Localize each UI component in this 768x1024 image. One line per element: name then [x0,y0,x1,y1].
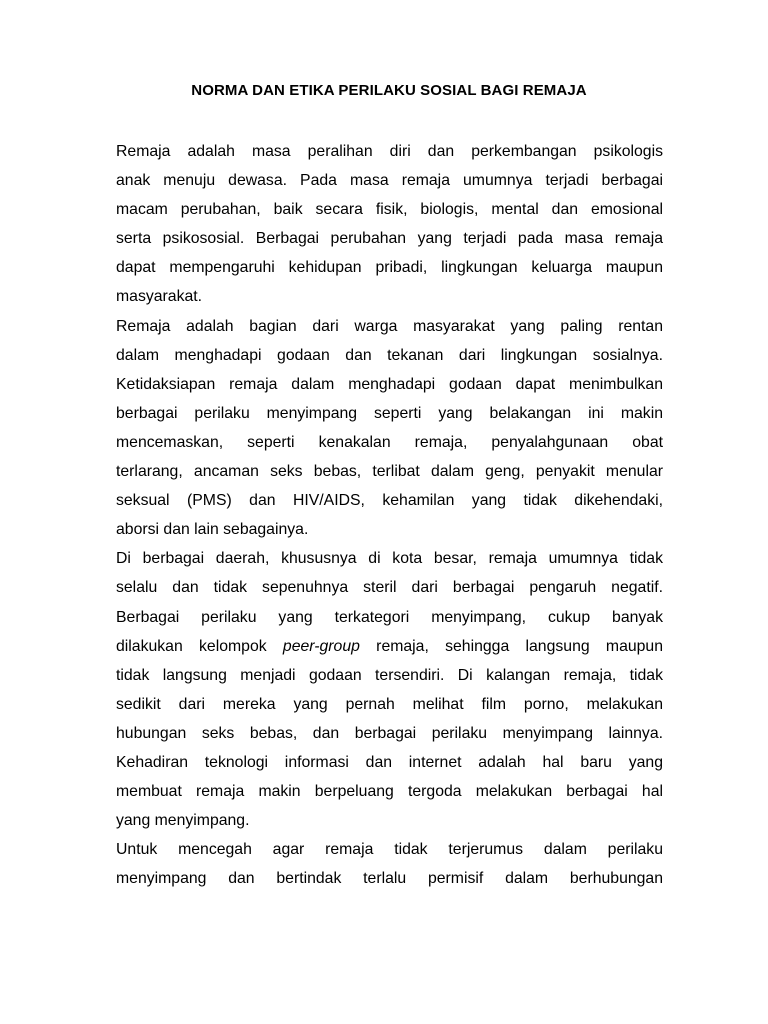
document-title: NORMA DAN ETIKA PERILAKU SOSIAL BAGI REMAJA [191,82,587,99]
body-line-with-italic [116,632,663,661]
line-text-before: dilakukan kelompok [116,637,283,655]
line-text-after: remaja, sehingga langsung maupun [359,637,663,655]
body-line: membuat remaja makin berpeluang tergoda melakukan berbagai hal [116,783,663,801]
body-line: mencemaskan, seperti kenakalan remaja, penyalahgunaan obat [116,433,663,451]
body-line: Remaja adalah bagian dari warga masyarakat yang paling rentan [116,317,663,335]
body-line: dapat mempengaruhi kehidupan pribadi, lingkungan keluarga maupun [116,259,663,277]
body-line: aborsi dan lain sebagainya. [116,521,309,539]
body-line: Kehadiran teknologi informasi dan internet adalah hal baru yang [116,753,663,771]
body-line: anak menuju dewasa. Pada masa remaja umumnya terjadi berbagai [116,172,663,190]
body-line: Untuk mencegah agar remaja tidak terjerumus dalam perilaku [116,841,663,859]
body-line: dalam menghadapi godaan dan tekanan dari lingkungan sosialnya. [116,346,663,364]
body-line: berbagai perilaku menyimpang seperti yang belakangan ini makin [116,404,663,422]
body-line: Ketidaksiapan remaja dalam menghadapi godaan dapat menimbulkan [116,375,663,393]
body-line: Berbagai perilaku yang terkategori menyimpang, cukup banyak [116,608,663,626]
body-line: Di berbagai daerah, khususnya di kota besar, remaja umumnya tidak [116,550,663,568]
italic-term: peer-group [282,637,360,655]
body-line: hubungan seks bebas, dan berbagai perilaku menyimpang lainnya. [116,724,663,742]
body-line: seksual (PMS) dan HIV/AIDS, kehamilan yang tidak dikehendaki, [116,492,663,510]
body-line: sedikit dari mereka yang pernah melihat film porno, melakukan [116,695,663,713]
body-line: macam perubahan, baik secara fisik, biologis, mental dan emosional [116,201,663,219]
document-body [116,137,663,893]
body-line: menyimpang dan bertindak terlalu permisif dalam berhubungan [116,870,663,888]
body-line: selalu dan tidak sepenuhnya steril dari berbagai pengaruh negatif. [116,579,663,597]
body-line: tidak langsung menjadi godaan tersendiri. Di kalangan remaja, tidak [116,666,663,684]
body-line: terlarang, ancaman seks bebas, terlibat dalam geng, penyakit menular [116,463,663,481]
body-line: masyarakat. [116,288,203,306]
body-line: yang menyimpang. [116,812,250,830]
body-line: serta psikososial. Berbagai perubahan yang terjadi pada masa remaja [116,230,663,248]
body-line: Remaja adalah masa peralihan diri dan perkembangan psikologis [116,143,663,160]
